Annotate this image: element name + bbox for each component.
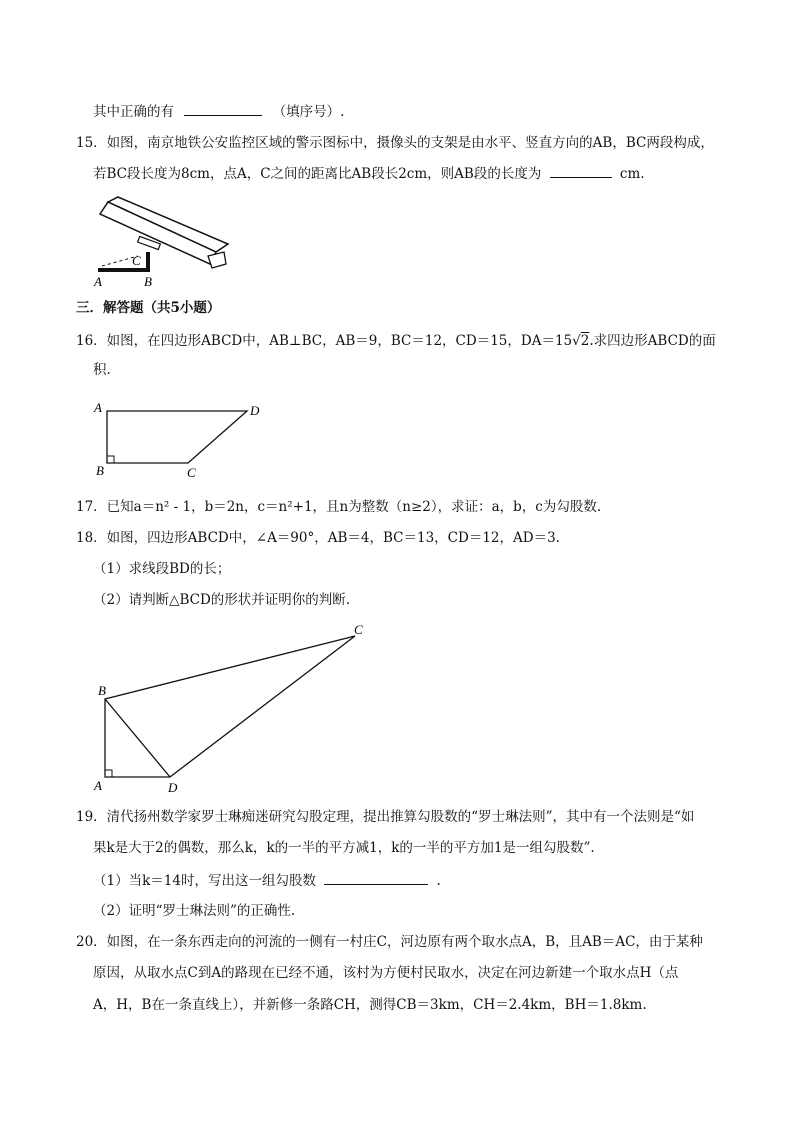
q16-radicand: 2 — [580, 333, 590, 349]
fig18-label-a: A — [94, 778, 102, 793]
q16-line2: 积. — [93, 362, 111, 378]
fig18-label-d: D — [168, 780, 178, 795]
q19-part1 — [93, 870, 441, 891]
fig18-label-b: B — [98, 683, 106, 698]
q15-line2-a: 若BC段长度为8cm，点A，C之间的距离比AB段长2cm，则AB段的长度为 — [93, 166, 542, 182]
q19-line1: 19．清代扬州数学家罗士琳痴迷研究勾股定理，提出推算勾股数的“罗士琳法则”，其中有一个法则是“如 — [76, 809, 695, 825]
q20-line1: 20．如图，在一条东西走向的河流的一侧有一村庄C，河边原有两个取水点A，B，且AB＝AC，由于某种 — [76, 934, 703, 950]
fig18-quadrilateral — [88, 620, 378, 800]
q14-tail-suffix: （填序号）. — [272, 104, 345, 120]
fig18-label-c: C — [354, 622, 363, 637]
q19-line2: 果k是大于2的偶数，那么k，k的一半的平方减1，k的一半的平方加1是一组勾股数”. — [93, 840, 595, 856]
fig16-quadrilateral — [88, 395, 268, 485]
q19-answer-blank[interactable] — [324, 870, 428, 885]
sqrt-icon: √ — [572, 333, 581, 349]
q17-line: 17．已知a＝n² - 1，b＝2n，c＝n²+1，且n为整数（n≥2），求证：a，b，c为勾股数. — [76, 499, 602, 515]
q16-line1-b: .求四边形ABCD的面 — [589, 333, 716, 349]
fig16-label-c: C — [187, 465, 196, 480]
q19-part2: （2）证明“罗士琳法则”的正确性. — [93, 903, 296, 919]
q16-line1 — [76, 331, 716, 351]
q15-answer-blank[interactable] — [550, 163, 612, 178]
q15-line1: 15．如图，南京地铁公安监控区域的警示图标中，摄像头的支架是由水平、竖直方向的AB，BC两段构成， — [76, 135, 714, 151]
q20-line2: 原因，从取水点C到A的路现在已经不通，该村为方便村民取水，决定在河边新建一个取水点H（点 — [93, 965, 679, 981]
fig15-label-b: B — [144, 274, 152, 289]
fig16-right-angle — [107, 456, 114, 463]
section3-heading: 三．解答题（共5小题） — [76, 300, 221, 316]
fig16-label-b: B — [96, 463, 104, 478]
q19-part1-b: . — [436, 873, 441, 889]
fig18-diagonal-bd — [105, 699, 170, 777]
q15-line2 — [93, 163, 645, 184]
fig16-shape — [107, 411, 247, 463]
q16-radical-coef: 15 — [554, 333, 573, 349]
q14-answer-blank[interactable] — [184, 101, 262, 116]
q14-tail-prefix: 其中正确的有 — [93, 104, 174, 120]
fig18-shape — [105, 636, 355, 777]
fig18-right-angle — [105, 770, 112, 777]
q18-line1: 18．如图，四边形ABCD中，∠A＝90°，AB＝4，BC＝13，CD＝12，AD＝3. — [76, 530, 560, 546]
fig15-label-c: C — [132, 253, 141, 268]
fig15-label-a: A — [94, 274, 102, 289]
q20-line3: A，H，B在一条直线上），并新修一条路CH，测得CB＝3km，CH＝2.4km，BH＝1.8km. — [93, 997, 647, 1013]
fig16-label-a: A — [94, 400, 102, 415]
q16-line1-a: 16．如图，在四边形ABCD中，AB⊥BC，AB＝9，BC＝12，CD＝15，DA＝ — [76, 333, 555, 349]
q19-part1-a: （1）当k＝14时，写出这一组勾股数 — [93, 873, 316, 889]
q18-part1: （1）求线段BD的长； — [93, 561, 231, 577]
q15-line2-b: cm. — [619, 166, 645, 182]
fig15-camera-diagram — [88, 192, 248, 292]
q14-tail-line — [93, 101, 344, 122]
q18-part2: （2）请判断△BCD的形状并证明你的判断. — [93, 592, 351, 608]
fig16-label-d: D — [250, 403, 260, 418]
